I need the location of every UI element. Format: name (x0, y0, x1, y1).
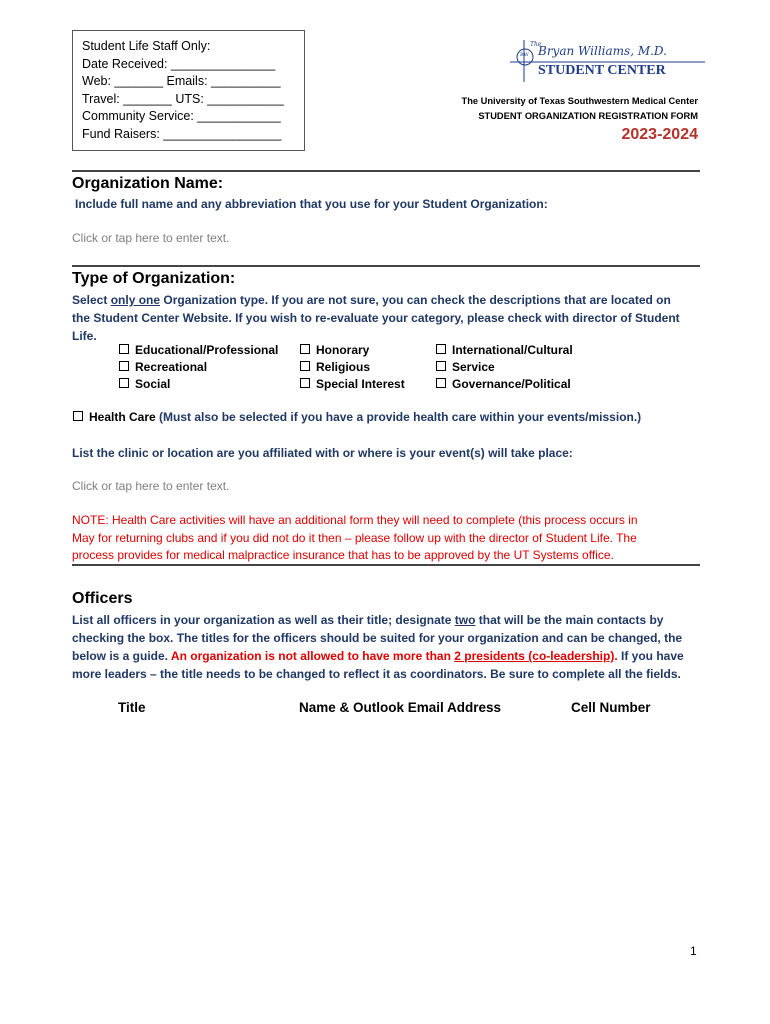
org-type-column-2 (300, 342, 405, 393)
student-center-logo (510, 38, 705, 84)
checkbox-icon[interactable] (300, 344, 310, 354)
web-emails-field: Web: _______ Emails: __________ (82, 74, 281, 89)
checkbox-social[interactable]: Social (119, 376, 278, 393)
checkbox-special-interest[interactable]: Special Interest (300, 376, 405, 393)
clinic-input[interactable]: Click or tap here to enter text. (72, 479, 230, 493)
page-number: 1 (690, 944, 697, 958)
date-received-field: Date Received: _______________ (82, 56, 276, 71)
checkbox-icon[interactable] (119, 378, 129, 388)
org-type-column-1 (119, 342, 278, 393)
checkbox-educational[interactable]: Educational/Professional (119, 342, 278, 359)
clinic-prompt: List the clinic or location are you affiliated with or where is your event(s) will take place: (72, 446, 573, 460)
divider (72, 265, 700, 267)
column-cell-number: Cell Number (571, 700, 651, 715)
staff-only-box (72, 30, 305, 151)
checkbox-religious[interactable]: Religious (300, 359, 405, 376)
checkbox-international[interactable]: International/Cultural (436, 342, 573, 359)
org-type-heading: Type of Organization: (72, 270, 236, 287)
community-service-field: Community Service: ____________ (82, 109, 281, 124)
checkbox-health-care[interactable]: Health Care (Must also be selected if you have a provide health care within your events/mission.) (73, 409, 641, 426)
column-title: Title (118, 700, 146, 715)
org-name-heading: Organization Name: (72, 175, 224, 192)
academic-year: 2023-2024 (621, 126, 698, 143)
checkbox-icon[interactable] (73, 411, 83, 421)
fund-raisers-field: Fund Raisers: _________________ (82, 126, 282, 141)
org-type-instruction: Select only one Organization type. If you are not sure, you can check the descriptions that are located on the Student Center Website. If you wish to re-evaluate your category, please check with director of Student Life. (72, 293, 680, 343)
checkbox-icon[interactable] (436, 344, 446, 354)
divider (72, 564, 700, 566)
checkbox-icon[interactable] (436, 378, 446, 388)
checkbox-service[interactable]: Service (436, 359, 573, 376)
officers-instruction: List all officers in your organization as well as their title; designate two that will be the main contacts by checking the box. The titles for the officers should be suited for your organization and can be changed, the below is a guide. An organization is not allowed to have more than 2 presidents (co-leadership). If you have more leaders – the title needs to be changed to reflect it as coordinators. Be sure to complete all the fields. (72, 613, 684, 681)
logo-name-text: Bryan Williams, M.D. (538, 44, 667, 58)
travel-uts-field: Travel: _______ UTS: ___________ (82, 91, 284, 106)
logo-center-text: STUDENT CENTER (538, 63, 666, 78)
checkbox-icon[interactable] (300, 361, 310, 371)
form-title: STUDENT ORGANIZATION REGISTRATION FORM (478, 110, 698, 121)
university-name: The University of Texas Southwestern Medical Center (461, 96, 698, 106)
form-header (462, 94, 698, 123)
divider (72, 170, 700, 172)
officers-heading: Officers (72, 590, 133, 607)
health-care-note: (Must also be selected if you have a provide health care within your events/mission.) (159, 410, 642, 424)
checkbox-icon[interactable] (119, 344, 129, 354)
checkbox-icon[interactable] (300, 378, 310, 388)
column-name-email: Name & Outlook Email Address (299, 700, 502, 715)
logo-seal-text: BW (520, 52, 529, 58)
health-care-note-block: NOTE: Health Care activities will have an additional form they will need to complete (this process occurs in May for returning clubs and if you did not do it then – please follow up with the director of Student Life. The process provides for medical malpractice insurance that has to be approved by the UT Systems office. (72, 513, 638, 562)
org-name-input[interactable]: Click or tap here to enter text. (72, 231, 230, 245)
checkbox-governance[interactable]: Governance/Political (436, 376, 573, 393)
checkbox-icon[interactable] (436, 361, 446, 371)
org-name-instruction: Include full name and any abbreviation that you use for your Student Organization: (75, 197, 548, 211)
staff-heading: Student Life Staff Only: (82, 39, 211, 53)
org-type-column-3 (436, 342, 573, 393)
checkbox-recreational[interactable]: Recreational (119, 359, 278, 376)
checkbox-icon[interactable] (119, 361, 129, 371)
checkbox-honorary[interactable]: Honorary (300, 342, 405, 359)
logo-the-text: The (530, 41, 542, 48)
